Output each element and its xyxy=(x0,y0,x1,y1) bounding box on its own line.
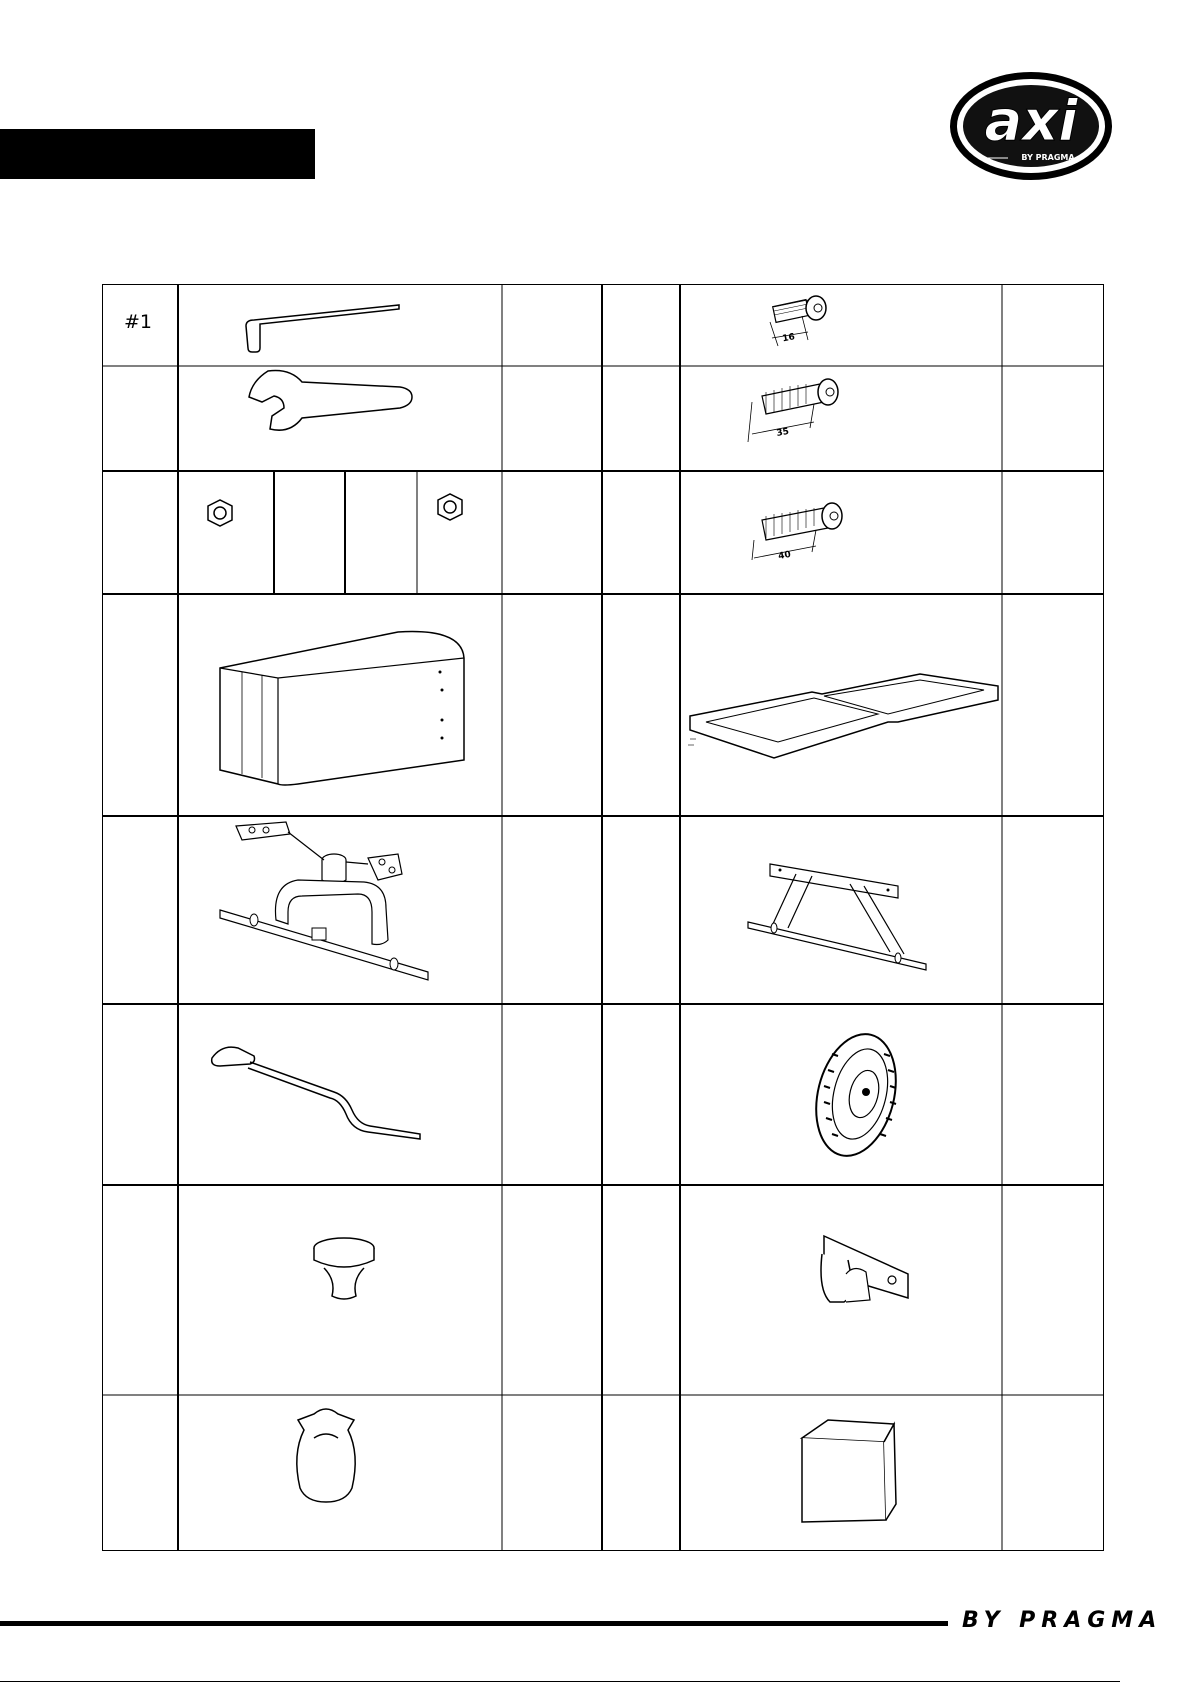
bolt-16-icon xyxy=(770,296,826,346)
handle-clip-bracket-icon xyxy=(821,1236,908,1302)
nut-icon-left xyxy=(208,500,232,526)
bolt-35-icon xyxy=(748,379,838,442)
section-title-bar xyxy=(0,129,315,179)
axi-logo xyxy=(948,70,1114,182)
nut-icon-right xyxy=(438,494,462,520)
bottom-rule xyxy=(0,1681,1120,1682)
logo-text: axi xyxy=(984,89,1078,154)
footer-rule xyxy=(0,1621,948,1626)
pull-handle-icon xyxy=(212,1047,420,1139)
wrench-icon xyxy=(249,370,412,430)
wagon-lid-frame-icon xyxy=(688,674,998,758)
hex-key-icon xyxy=(246,305,399,352)
rear-axle-icon xyxy=(748,864,926,970)
bolt-16-label: 16 xyxy=(781,332,796,345)
footer-brand: BY PRAGMA xyxy=(962,1608,1163,1633)
front-axle-steering-icon xyxy=(220,822,428,980)
logo-subtext: BY PRAGMA xyxy=(1021,153,1075,162)
parts-table xyxy=(102,284,1104,1551)
knob-icon xyxy=(314,1238,374,1299)
wagon-box-icon xyxy=(220,632,464,785)
wheel-icon xyxy=(804,1026,908,1165)
cup-holder-icon xyxy=(802,1420,896,1522)
part-number-label: #1 xyxy=(124,311,153,333)
bottle-opener-icon xyxy=(297,1409,355,1502)
bolt-40-label: 40 xyxy=(777,549,792,562)
bolt-40-icon xyxy=(752,503,842,562)
bolt-35-label: 35 xyxy=(775,426,790,439)
